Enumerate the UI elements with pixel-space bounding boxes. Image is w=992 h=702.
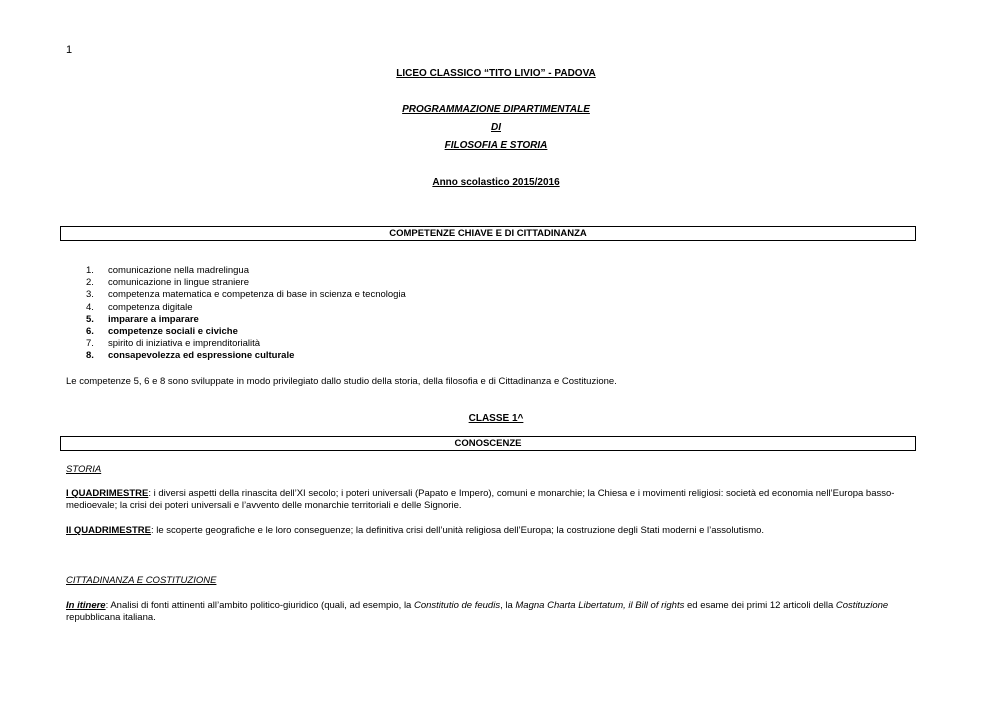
document-subject: FILOSOFIA E STORIA xyxy=(444,140,548,151)
list-item: 8. consapevolezza ed espressione culturale xyxy=(86,350,295,362)
first-quarter-paragraph: I QUADRIMESTRE: i diversi aspetti della rinascita dell’XI secolo; i poteri universali (Papato e Impero), comuni e monarchie; la Chiesa e i movimenti religiosi: società ed economia nell’Europa basso-medioevale; la crisi dei poteri universali e l’avvento delle monarchie territoriali e delle Signorie. xyxy=(66,488,895,511)
document-title-di: DI xyxy=(491,122,501,133)
list-item: 2. comunicazione in lingue straniere xyxy=(86,277,249,289)
in-itinere-paragraph: In itinere: Analisi di fonti attinenti all’ambito politico-giuridico (quali, ad esempio, la Constitutio de feudis, la Magna Charta Libertatum, il Bill of rights ed esame dei primi 12 articoli della Costituzione repubblicana italiana. xyxy=(66,600,889,623)
list-item: 7. spirito di iniziativa e imprenditorialità xyxy=(86,338,261,350)
first-quarter-label: I QUADRIMESTRE xyxy=(66,488,149,499)
school-title: LICEO CLASSICO “TITO LIVIO” - PADOVA xyxy=(396,68,596,79)
list-item: 4. competenza digitale xyxy=(86,301,193,313)
list-item: 3. competenza matematica e competenza di base in scienza e tecnologia xyxy=(86,289,406,301)
storia-label: STORIA xyxy=(66,464,102,475)
list-item: 5. imparare a imparare xyxy=(86,313,199,325)
competences-list xyxy=(86,265,406,363)
list-item: 6. competenze sociali e civiche xyxy=(86,326,238,338)
document-title: PROGRAMMAZIONE DIPARTIMENTALE xyxy=(402,104,590,115)
school-year: Anno scolastico 2015/2016 xyxy=(432,177,560,188)
second-quarter-label: II QUADRIMESTRE xyxy=(66,525,151,536)
list-item: 1. comunicazione nella madrelingua xyxy=(86,265,250,276)
competences-heading: COMPETENZE CHIAVE E DI CITTADINANZA xyxy=(60,226,916,241)
second-quarter-paragraph: II QUADRIMESTRE: le scoperte geografiche e le loro conseguenze; la definitiva crisi dell’unità religiosa dell’Europa; la costruzione degli Stati moderni e l’assolutismo. xyxy=(66,525,765,536)
page-number: 1 xyxy=(66,44,73,56)
in-itinere-label: In itinere xyxy=(66,600,106,611)
knowledge-heading: CONOSCENZE xyxy=(60,436,916,451)
cittadinanza-label: CITTADINANZA E COSTITUZIONE xyxy=(66,575,217,586)
class-heading: CLASSE 1^ xyxy=(468,413,524,424)
competences-note: Le competenze 5, 6 e 8 sono sviluppate in modo privilegiato dallo studio della storia, della filosofia e di Cittadinanza e Costituzione. xyxy=(66,376,617,387)
